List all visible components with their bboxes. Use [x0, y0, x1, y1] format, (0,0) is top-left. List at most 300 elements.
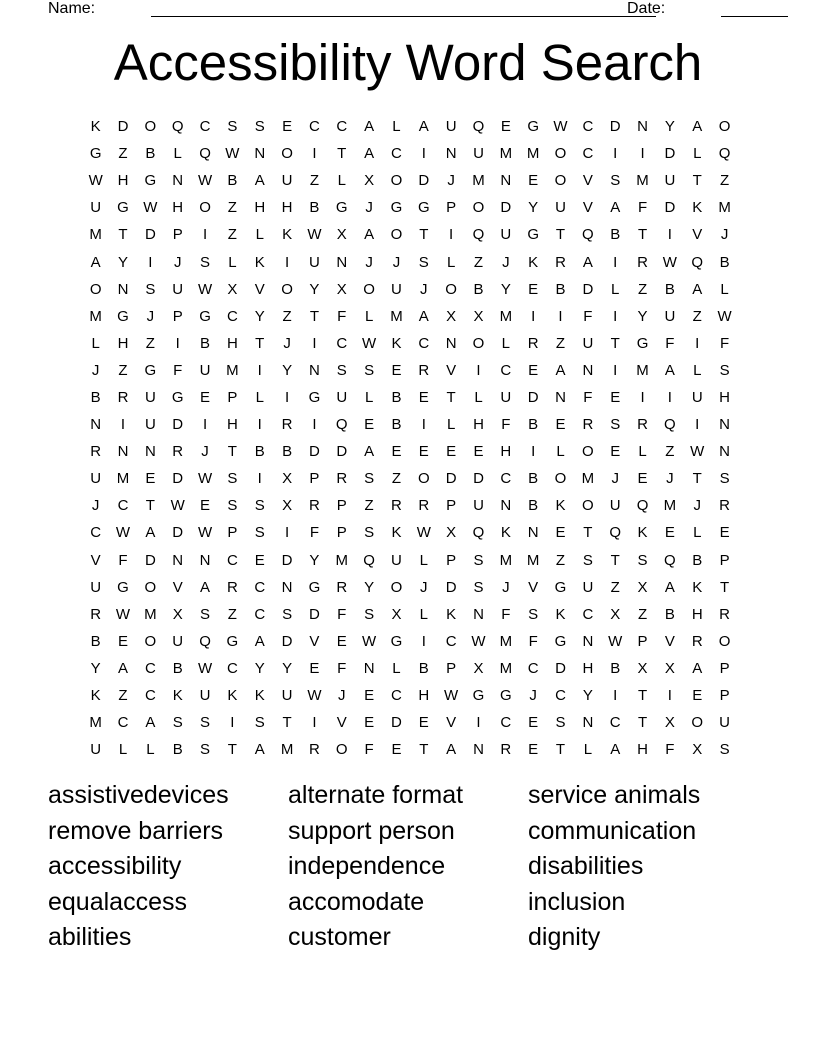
grid-letter[interactable]: V: [692, 226, 703, 244]
grid-letter[interactable]: B: [528, 497, 539, 515]
grid-letter[interactable]: E: [200, 388, 211, 406]
grid-letter[interactable]: J: [283, 334, 291, 352]
grid-letter[interactable]: U: [90, 578, 102, 596]
grid-letter[interactable]: R: [309, 741, 320, 759]
grid-letter[interactable]: L: [583, 741, 593, 759]
grid-letter[interactable]: B: [309, 199, 320, 217]
grid-letter[interactable]: L: [419, 605, 428, 623]
grid-letter[interactable]: Z: [227, 605, 237, 623]
grid-letter[interactable]: J: [720, 226, 729, 244]
grid-letter[interactable]: E: [500, 118, 511, 136]
grid-letter[interactable]: S: [200, 253, 211, 271]
grid-letter[interactable]: U: [199, 687, 211, 705]
grid-letter[interactable]: S: [227, 497, 238, 515]
grid-letter[interactable]: C: [609, 714, 621, 732]
grid-letter[interactable]: J: [420, 578, 428, 596]
grid-letter[interactable]: L: [228, 253, 237, 271]
grid-letter[interactable]: G: [554, 632, 567, 650]
grid-letter[interactable]: I: [695, 416, 700, 434]
grid-letter[interactable]: A: [692, 280, 703, 298]
grid-letter[interactable]: R: [719, 497, 730, 515]
grid-letter[interactable]: D: [144, 551, 156, 569]
grid-letter[interactable]: E: [118, 632, 129, 650]
grid-letter[interactable]: H: [226, 334, 238, 352]
grid-letter[interactable]: B: [664, 605, 675, 623]
grid-letter[interactable]: I: [257, 416, 262, 434]
grid-letter[interactable]: Q: [664, 551, 676, 569]
grid-letter[interactable]: G: [527, 226, 539, 244]
grid-letter[interactable]: D: [500, 199, 512, 217]
grid-letter[interactable]: A: [610, 199, 621, 217]
grid-letter[interactable]: D: [664, 199, 676, 217]
grid-letter[interactable]: G: [308, 578, 321, 596]
grid-letter[interactable]: Q: [691, 253, 704, 271]
grid-letter[interactable]: X: [282, 470, 293, 488]
grid-letter[interactable]: U: [172, 280, 184, 298]
grid-letter[interactable]: L: [337, 172, 346, 190]
grid-letter[interactable]: U: [90, 199, 102, 217]
grid-letter[interactable]: L: [720, 280, 729, 298]
grid-letter[interactable]: G: [390, 632, 403, 650]
grid-letter[interactable]: T: [637, 687, 648, 705]
grid-letter[interactable]: R: [500, 741, 512, 759]
grid-letter[interactable]: G: [499, 687, 512, 705]
grid-letter[interactable]: W: [197, 524, 213, 542]
grid-letter[interactable]: L: [474, 388, 483, 406]
grid-letter[interactable]: G: [390, 199, 403, 217]
grid-letter[interactable]: A: [364, 118, 375, 136]
grid-letter[interactable]: M: [499, 632, 513, 650]
grid-letter[interactable]: B: [473, 280, 484, 298]
grid-letter[interactable]: Z: [118, 145, 128, 163]
grid-letter[interactable]: O: [718, 118, 731, 136]
grid-letter[interactable]: L: [638, 443, 647, 461]
grid-letter[interactable]: I: [421, 145, 426, 163]
grid-letter[interactable]: D: [172, 416, 184, 434]
grid-letter[interactable]: A: [90, 253, 101, 271]
grid-letter[interactable]: M: [581, 470, 595, 488]
grid-letter[interactable]: D: [172, 524, 184, 542]
grid-letter[interactable]: U: [609, 497, 621, 515]
grid-letter[interactable]: I: [421, 632, 426, 650]
grid-letter[interactable]: S: [200, 605, 211, 623]
grid-letter[interactable]: Q: [363, 551, 375, 569]
grid-letter[interactable]: I: [640, 145, 645, 163]
grid-letter[interactable]: J: [365, 199, 373, 217]
grid-letter[interactable]: I: [257, 361, 262, 379]
grid-letter[interactable]: T: [610, 551, 620, 569]
grid-letter[interactable]: C: [391, 687, 402, 705]
grid-letter[interactable]: C: [336, 334, 348, 352]
grid-letter[interactable]: E: [418, 388, 429, 406]
grid-letter[interactable]: R: [309, 497, 320, 515]
grid-letter[interactable]: C: [582, 605, 594, 623]
grid-letter[interactable]: S: [719, 741, 730, 759]
grid-letter[interactable]: H: [719, 388, 730, 406]
grid-letter[interactable]: P: [227, 524, 238, 542]
grid-letter[interactable]: E: [692, 687, 703, 705]
grid-letter[interactable]: S: [610, 172, 621, 190]
grid-letter[interactable]: O: [390, 578, 403, 596]
grid-letter[interactable]: F: [583, 307, 593, 325]
grid-letter[interactable]: W: [307, 687, 322, 705]
grid-letter[interactable]: C: [445, 632, 457, 650]
grid-letter[interactable]: K: [692, 578, 703, 596]
grid-letter[interactable]: H: [117, 334, 129, 352]
grid-letter[interactable]: E: [145, 470, 156, 488]
grid-letter[interactable]: A: [664, 578, 675, 596]
grid-letter[interactable]: N: [199, 551, 211, 569]
grid-letter[interactable]: S: [227, 470, 238, 488]
grid-letter[interactable]: R: [691, 632, 703, 650]
grid-letter[interactable]: P: [227, 388, 238, 406]
grid-letter[interactable]: J: [365, 253, 373, 271]
grid-letter[interactable]: N: [172, 172, 184, 190]
grid-letter[interactable]: P: [336, 497, 347, 515]
grid-letter[interactable]: D: [445, 470, 457, 488]
grid-letter[interactable]: Y: [282, 361, 293, 379]
grid-letter[interactable]: H: [418, 687, 430, 705]
grid-letter[interactable]: A: [254, 741, 265, 759]
grid-letter[interactable]: O: [417, 470, 430, 488]
grid-letter[interactable]: U: [500, 226, 512, 244]
grid-letter[interactable]: J: [529, 687, 537, 705]
grid-letter[interactable]: Z: [473, 253, 484, 271]
grid-letter[interactable]: N: [90, 416, 102, 434]
grid-letter[interactable]: P: [446, 199, 457, 217]
grid-letter[interactable]: T: [227, 741, 237, 759]
grid-letter[interactable]: O: [554, 172, 567, 190]
grid-letter[interactable]: C: [254, 605, 266, 623]
grid-letter[interactable]: V: [254, 280, 265, 298]
grid-letter[interactable]: N: [117, 443, 129, 461]
grid-letter[interactable]: O: [335, 741, 348, 759]
grid-letter[interactable]: Q: [335, 416, 348, 434]
grid-letter[interactable]: O: [281, 145, 293, 163]
grid-letter[interactable]: I: [312, 334, 317, 352]
grid-letter[interactable]: S: [719, 470, 730, 488]
grid-letter[interactable]: W: [225, 145, 240, 163]
grid-letter[interactable]: X: [664, 659, 675, 677]
grid-letter[interactable]: A: [118, 659, 129, 677]
grid-letter[interactable]: X: [227, 280, 238, 298]
grid-letter[interactable]: M: [89, 307, 102, 325]
grid-letter[interactable]: O: [199, 199, 211, 217]
grid-letter[interactable]: Y: [500, 280, 511, 298]
grid-letter[interactable]: D: [309, 605, 320, 623]
grid-letter[interactable]: V: [446, 714, 457, 732]
grid-letter[interactable]: Y: [309, 551, 320, 569]
grid-letter[interactable]: I: [613, 253, 618, 271]
grid-letter[interactable]: U: [281, 687, 293, 705]
grid-letter[interactable]: D: [445, 578, 457, 596]
grid-letter[interactable]: S: [364, 524, 375, 542]
grid-letter[interactable]: O: [144, 632, 157, 650]
grid-letter[interactable]: S: [200, 714, 211, 732]
grid-letter[interactable]: H: [500, 443, 512, 461]
grid-letter[interactable]: I: [312, 145, 317, 163]
grid-letter[interactable]: S: [364, 605, 375, 623]
grid-letter[interactable]: E: [555, 416, 566, 434]
grid-letter[interactable]: U: [391, 280, 402, 298]
grid-letter[interactable]: O: [390, 226, 403, 244]
grid-letter[interactable]: N: [500, 172, 512, 190]
grid-letter[interactable]: X: [610, 605, 621, 623]
grid-letter[interactable]: A: [692, 659, 703, 677]
grid-letter[interactable]: I: [312, 714, 317, 732]
grid-letter[interactable]: C: [500, 470, 512, 488]
grid-letter[interactable]: B: [172, 741, 183, 759]
grid-letter[interactable]: C: [254, 578, 266, 596]
grid-letter[interactable]: S: [282, 605, 293, 623]
grid-letter[interactable]: K: [637, 524, 648, 542]
grid-letter[interactable]: E: [528, 741, 539, 759]
grid-letter[interactable]: G: [554, 578, 567, 596]
grid-letter[interactable]: I: [695, 334, 700, 352]
grid-letter[interactable]: A: [664, 361, 675, 379]
grid-letter[interactable]: G: [171, 388, 184, 406]
grid-letter[interactable]: O: [472, 334, 485, 352]
grid-letter[interactable]: E: [309, 659, 320, 677]
grid-letter[interactable]: W: [444, 687, 459, 705]
grid-letter[interactable]: U: [555, 199, 566, 217]
grid-letter[interactable]: E: [391, 361, 402, 379]
grid-letter[interactable]: B: [200, 334, 211, 352]
grid-letter[interactable]: V: [582, 199, 593, 217]
grid-letter[interactable]: N: [363, 659, 375, 677]
grid-letter[interactable]: V: [582, 172, 593, 190]
grid-letter[interactable]: Q: [472, 118, 485, 136]
grid-letter[interactable]: H: [254, 199, 266, 217]
grid-letter[interactable]: D: [527, 388, 539, 406]
grid-letter[interactable]: I: [230, 714, 235, 732]
grid-letter[interactable]: E: [637, 470, 648, 488]
grid-letter[interactable]: N: [719, 416, 730, 434]
grid-letter[interactable]: L: [118, 741, 128, 759]
grid-letter[interactable]: L: [392, 118, 401, 136]
grid-letter[interactable]: C: [199, 118, 211, 136]
grid-letter[interactable]: L: [611, 280, 620, 298]
grid-letter[interactable]: T: [446, 388, 456, 406]
grid-letter[interactable]: F: [309, 524, 319, 542]
grid-letter[interactable]: P: [719, 551, 730, 569]
grid-letter[interactable]: N: [144, 443, 156, 461]
grid-letter[interactable]: R: [527, 334, 539, 352]
grid-letter[interactable]: F: [337, 605, 347, 623]
grid-letter[interactable]: S: [528, 605, 539, 623]
grid-letter[interactable]: J: [502, 253, 510, 271]
grid-letter[interactable]: E: [254, 551, 265, 569]
grid-letter[interactable]: C: [309, 118, 320, 136]
grid-letter[interactable]: D: [582, 280, 594, 298]
grid-letter[interactable]: I: [613, 361, 618, 379]
grid-letter[interactable]: O: [363, 280, 375, 298]
grid-letter[interactable]: P: [637, 632, 648, 650]
grid-letter[interactable]: I: [476, 361, 481, 379]
grid-letter[interactable]: I: [284, 388, 290, 406]
grid-letter[interactable]: C: [582, 145, 594, 163]
grid-letter[interactable]: D: [664, 145, 676, 163]
grid-letter[interactable]: M: [116, 470, 130, 488]
grid-letter[interactable]: E: [336, 632, 347, 650]
grid-letter[interactable]: U: [582, 334, 594, 352]
grid-letter[interactable]: U: [473, 497, 484, 515]
grid-letter[interactable]: L: [446, 416, 456, 434]
grid-letter[interactable]: K: [391, 334, 402, 352]
grid-letter[interactable]: P: [719, 659, 730, 677]
grid-letter[interactable]: S: [582, 551, 593, 569]
grid-letter[interactable]: G: [117, 199, 129, 217]
grid-letter[interactable]: Z: [118, 361, 128, 379]
grid-letter[interactable]: L: [693, 145, 702, 163]
grid-letter[interactable]: B: [719, 253, 730, 271]
grid-letter[interactable]: H: [281, 199, 293, 217]
grid-letter[interactable]: B: [528, 416, 539, 434]
grid-letter[interactable]: X: [473, 307, 484, 325]
grid-letter[interactable]: I: [613, 307, 618, 325]
grid-letter[interactable]: A: [692, 118, 703, 136]
grid-letter[interactable]: G: [144, 172, 157, 190]
grid-letter[interactable]: D: [473, 470, 484, 488]
grid-letter[interactable]: M: [89, 714, 102, 732]
grid-letter[interactable]: I: [667, 388, 672, 406]
grid-letter[interactable]: U: [664, 307, 676, 325]
grid-letter[interactable]: A: [418, 118, 429, 136]
grid-letter[interactable]: U: [90, 741, 102, 759]
grid-letter[interactable]: A: [582, 253, 593, 271]
grid-letter[interactable]: Y: [309, 280, 320, 298]
grid-letter[interactable]: Q: [636, 497, 649, 515]
grid-letter[interactable]: B: [391, 416, 402, 434]
grid-letter[interactable]: I: [120, 416, 126, 434]
grid-letter[interactable]: E: [528, 280, 539, 298]
grid-letter[interactable]: I: [667, 226, 672, 244]
grid-letter[interactable]: T: [282, 714, 292, 732]
grid-letter[interactable]: R: [226, 578, 238, 596]
grid-letter[interactable]: F: [583, 388, 593, 406]
grid-letter[interactable]: E: [391, 443, 402, 461]
grid-letter[interactable]: A: [418, 307, 429, 325]
grid-letter[interactable]: L: [446, 253, 456, 271]
grid-letter[interactable]: J: [146, 307, 155, 325]
grid-letter[interactable]: Q: [718, 145, 731, 163]
grid-letter[interactable]: D: [555, 659, 566, 677]
grid-letter[interactable]: A: [610, 741, 621, 759]
grid-letter[interactable]: O: [89, 280, 102, 298]
grid-letter[interactable]: J: [338, 687, 346, 705]
grid-letter[interactable]: U: [719, 714, 730, 732]
grid-letter[interactable]: D: [144, 226, 156, 244]
grid-letter[interactable]: D: [281, 551, 293, 569]
grid-letter[interactable]: A: [145, 714, 156, 732]
grid-letter[interactable]: S: [172, 714, 183, 732]
grid-letter[interactable]: Q: [199, 632, 211, 650]
grid-letter[interactable]: Y: [582, 687, 593, 705]
grid-letter[interactable]: T: [719, 578, 730, 596]
grid-letter[interactable]: I: [257, 470, 262, 488]
grid-letter[interactable]: F: [337, 659, 347, 677]
grid-letter[interactable]: B: [227, 172, 238, 190]
grid-letter[interactable]: B: [664, 280, 675, 298]
grid-letter[interactable]: Q: [472, 226, 485, 244]
grid-letter[interactable]: I: [531, 307, 536, 325]
grid-letter[interactable]: S: [555, 714, 566, 732]
grid-letter[interactable]: W: [553, 118, 568, 136]
grid-letter[interactable]: T: [637, 226, 648, 244]
grid-letter[interactable]: R: [117, 388, 129, 406]
grid-letter[interactable]: T: [337, 145, 347, 163]
grid-letter[interactable]: S: [637, 551, 648, 569]
grid-letter[interactable]: P: [446, 497, 457, 515]
grid-letter[interactable]: P: [172, 226, 183, 244]
grid-letter[interactable]: D: [391, 714, 402, 732]
grid-letter[interactable]: W: [170, 497, 185, 515]
grid-letter[interactable]: I: [613, 687, 618, 705]
grid-letter[interactable]: M: [280, 741, 294, 759]
grid-letter[interactable]: X: [336, 280, 347, 298]
grid-letter[interactable]: Z: [118, 687, 128, 705]
grid-letter[interactable]: U: [199, 361, 211, 379]
grid-letter[interactable]: S: [473, 551, 484, 569]
grid-letter[interactable]: L: [173, 145, 182, 163]
grid-letter[interactable]: E: [446, 443, 457, 461]
grid-letter[interactable]: Y: [637, 307, 648, 325]
grid-letter[interactable]: D: [609, 118, 621, 136]
grid-letter[interactable]: G: [117, 307, 129, 325]
grid-letter[interactable]: P: [172, 307, 183, 325]
grid-letter[interactable]: N: [336, 253, 348, 271]
grid-letter[interactable]: C: [500, 714, 512, 732]
grid-letter[interactable]: T: [309, 307, 319, 325]
grid-letter[interactable]: I: [284, 524, 290, 542]
grid-letter[interactable]: V: [528, 578, 539, 596]
grid-letter[interactable]: S: [610, 416, 621, 434]
grid-letter[interactable]: W: [115, 605, 131, 623]
grid-letter[interactable]: G: [636, 334, 649, 352]
grid-letter[interactable]: E: [364, 687, 375, 705]
grid-letter[interactable]: S: [227, 118, 238, 136]
grid-letter[interactable]: I: [312, 416, 317, 434]
grid-letter[interactable]: E: [610, 388, 621, 406]
grid-letter[interactable]: C: [144, 659, 156, 677]
grid-letter[interactable]: Z: [227, 226, 237, 244]
grid-letter[interactable]: U: [582, 578, 594, 596]
grid-letter[interactable]: M: [499, 659, 513, 677]
name-field[interactable]: [151, 16, 656, 17]
grid-letter[interactable]: G: [199, 307, 211, 325]
grid-letter[interactable]: K: [391, 524, 402, 542]
grid-letter[interactable]: B: [528, 470, 539, 488]
grid-letter[interactable]: L: [255, 226, 264, 244]
grid-letter[interactable]: F: [665, 741, 675, 759]
grid-letter[interactable]: N: [309, 361, 320, 379]
grid-letter[interactable]: P: [446, 659, 457, 677]
grid-letter[interactable]: N: [281, 578, 293, 596]
grid-letter[interactable]: L: [146, 741, 155, 759]
grid-letter[interactable]: N: [582, 632, 594, 650]
grid-letter[interactable]: G: [527, 118, 539, 136]
grid-letter[interactable]: C: [555, 687, 566, 705]
grid-letter[interactable]: A: [200, 578, 211, 596]
grid-letter[interactable]: U: [281, 172, 293, 190]
grid-letter[interactable]: S: [336, 361, 347, 379]
grid-letter[interactable]: O: [582, 497, 594, 515]
grid-letter[interactable]: X: [336, 226, 347, 244]
grid-letter[interactable]: K: [254, 253, 265, 271]
grid-letter[interactable]: M: [499, 307, 513, 325]
grid-letter[interactable]: R: [637, 253, 648, 271]
grid-letter[interactable]: U: [445, 118, 457, 136]
